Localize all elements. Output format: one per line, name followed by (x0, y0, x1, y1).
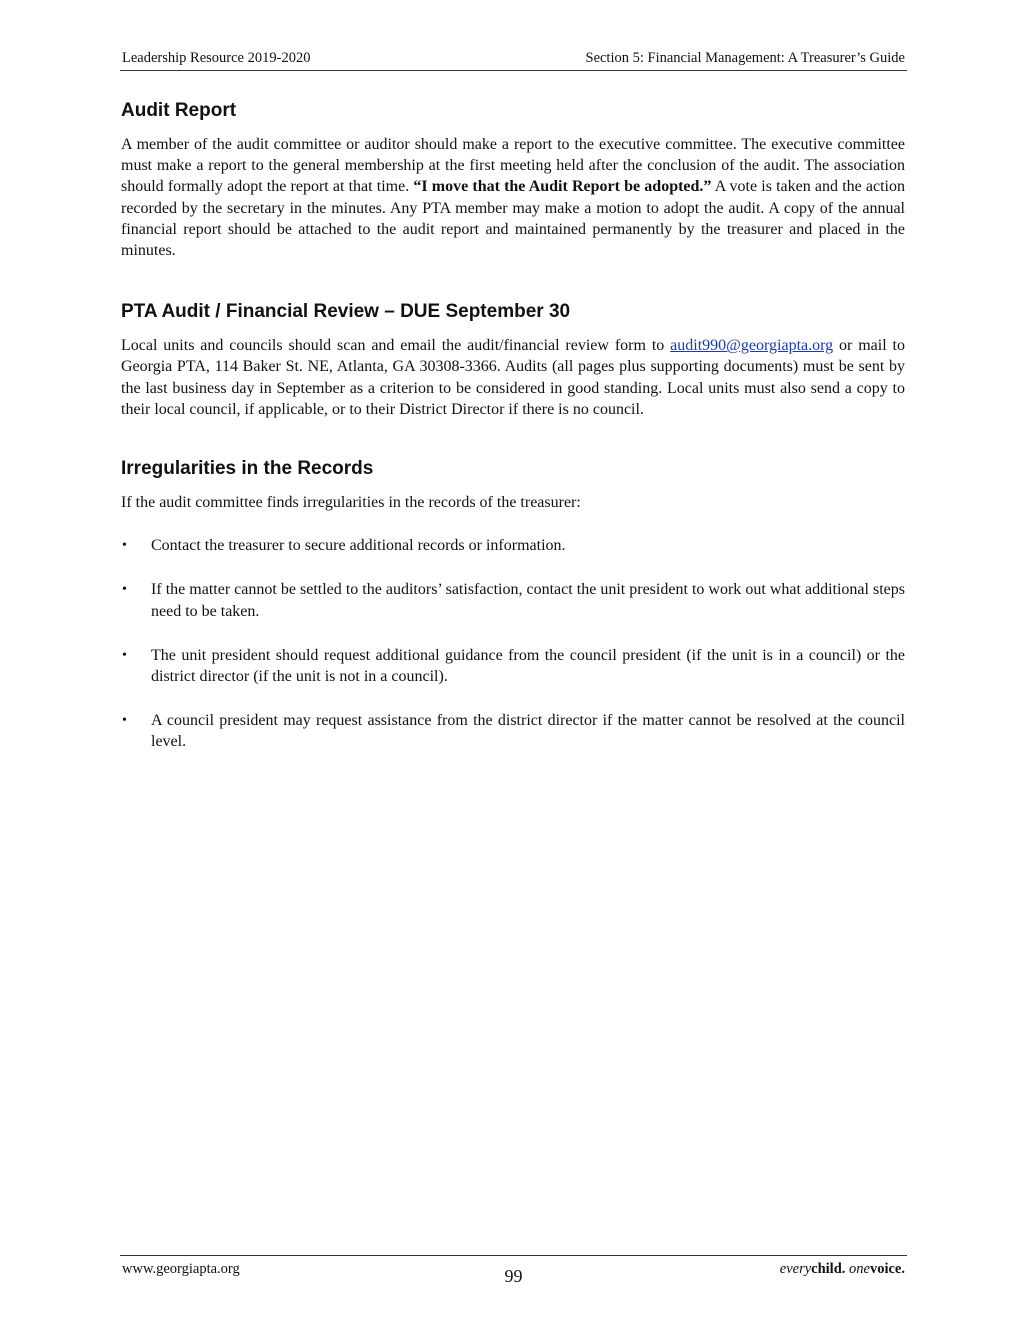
list-item-text: The unit president should request additional guidance from the council president (if the unit is in a council) or the district director (if the unit is not in a council). (151, 646, 905, 686)
page-footer (120, 1255, 907, 1296)
audit-report-section (121, 100, 905, 261)
slogan-one: one (849, 1261, 870, 1277)
pta-audit-heading: PTA Audit / Financial Review – DUE September 30 (121, 301, 571, 323)
slogan-child: child. (811, 1261, 846, 1277)
audit-report-motion: “I move that the Audit Report be adopted.” (413, 178, 712, 196)
bullet-icon: • (122, 582, 127, 598)
slogan-voice: voice. (869, 1261, 905, 1277)
list-item-text: If the matter cannot be settled to the auditors’ satisfaction, contact the unit president to work out what additional steps need to be taken. (151, 581, 905, 620)
footer-url: www.georgiapta.org (122, 1261, 240, 1277)
list-item (121, 645, 905, 687)
list-item-text: A council president may request assistance from the district director if the matter cannot be resolved at the council level. (151, 712, 905, 751)
header-section-title: Section 5: Financial Management: A Treasurer’s Guide (585, 50, 905, 66)
bullet-icon: • (122, 713, 127, 729)
bullet-icon: • (122, 647, 127, 663)
pta-audit-text-2: or mail to Georgia PTA, 114 Baker St. NE, Atlanta, GA 30308-3366. Audits (all pages plus supporting documents) must be sent by the last business day in September as a criterion to be considered in good standing. Local units must also send a copy to their local council, if applicable, or to their District Director if there is no council. (121, 337, 906, 418)
list-item (121, 710, 905, 752)
audit-report-heading: Audit Report (121, 100, 237, 121)
page-header (120, 50, 907, 71)
header-left-title: Leadership Resource 2019-2020 (122, 50, 311, 66)
list-item (121, 535, 905, 556)
pta-audit-text-1: Local units and councils should scan and email the audit/financial review form to (121, 337, 671, 355)
page-number: 99 (504, 1266, 523, 1286)
footer-slogan (780, 1261, 905, 1278)
list-item-text: Contact the treasurer to secure additional records or information. (151, 537, 566, 555)
irregularities-section (121, 458, 905, 753)
audit-report-text-2: A vote is taken and the action recorded by the secretary in the minutes. Any PTA member may make a motion to adopt the audit. A copy of the annual financial report should be attached to the audit report and maintained permanently by the treasurer and placed in the minutes. (121, 178, 905, 260)
pta-audit-paragraph (121, 335, 905, 420)
page-content (121, 100, 905, 793)
audit-email-link[interactable]: audit990@georgiapta.org (670, 337, 834, 355)
list-item (121, 579, 905, 621)
bullet-icon: • (122, 538, 127, 554)
slogan-every: every (779, 1261, 812, 1277)
audit-report-text-1: A member of the audit committee or auditor should make a report to the executive committee. The executive committee must make a report to the general membership at the first meeting held after the conclusion of the audit. The association should formally adopt the report at that time. (121, 136, 905, 196)
irregularities-heading: Irregularities in the Records (121, 458, 374, 480)
audit-report-paragraph (121, 134, 905, 261)
pta-audit-section (121, 301, 905, 420)
irregularities-list (121, 535, 905, 752)
irregularities-intro: If the audit committee finds irregularities in the records of the treasurer: (121, 494, 581, 512)
